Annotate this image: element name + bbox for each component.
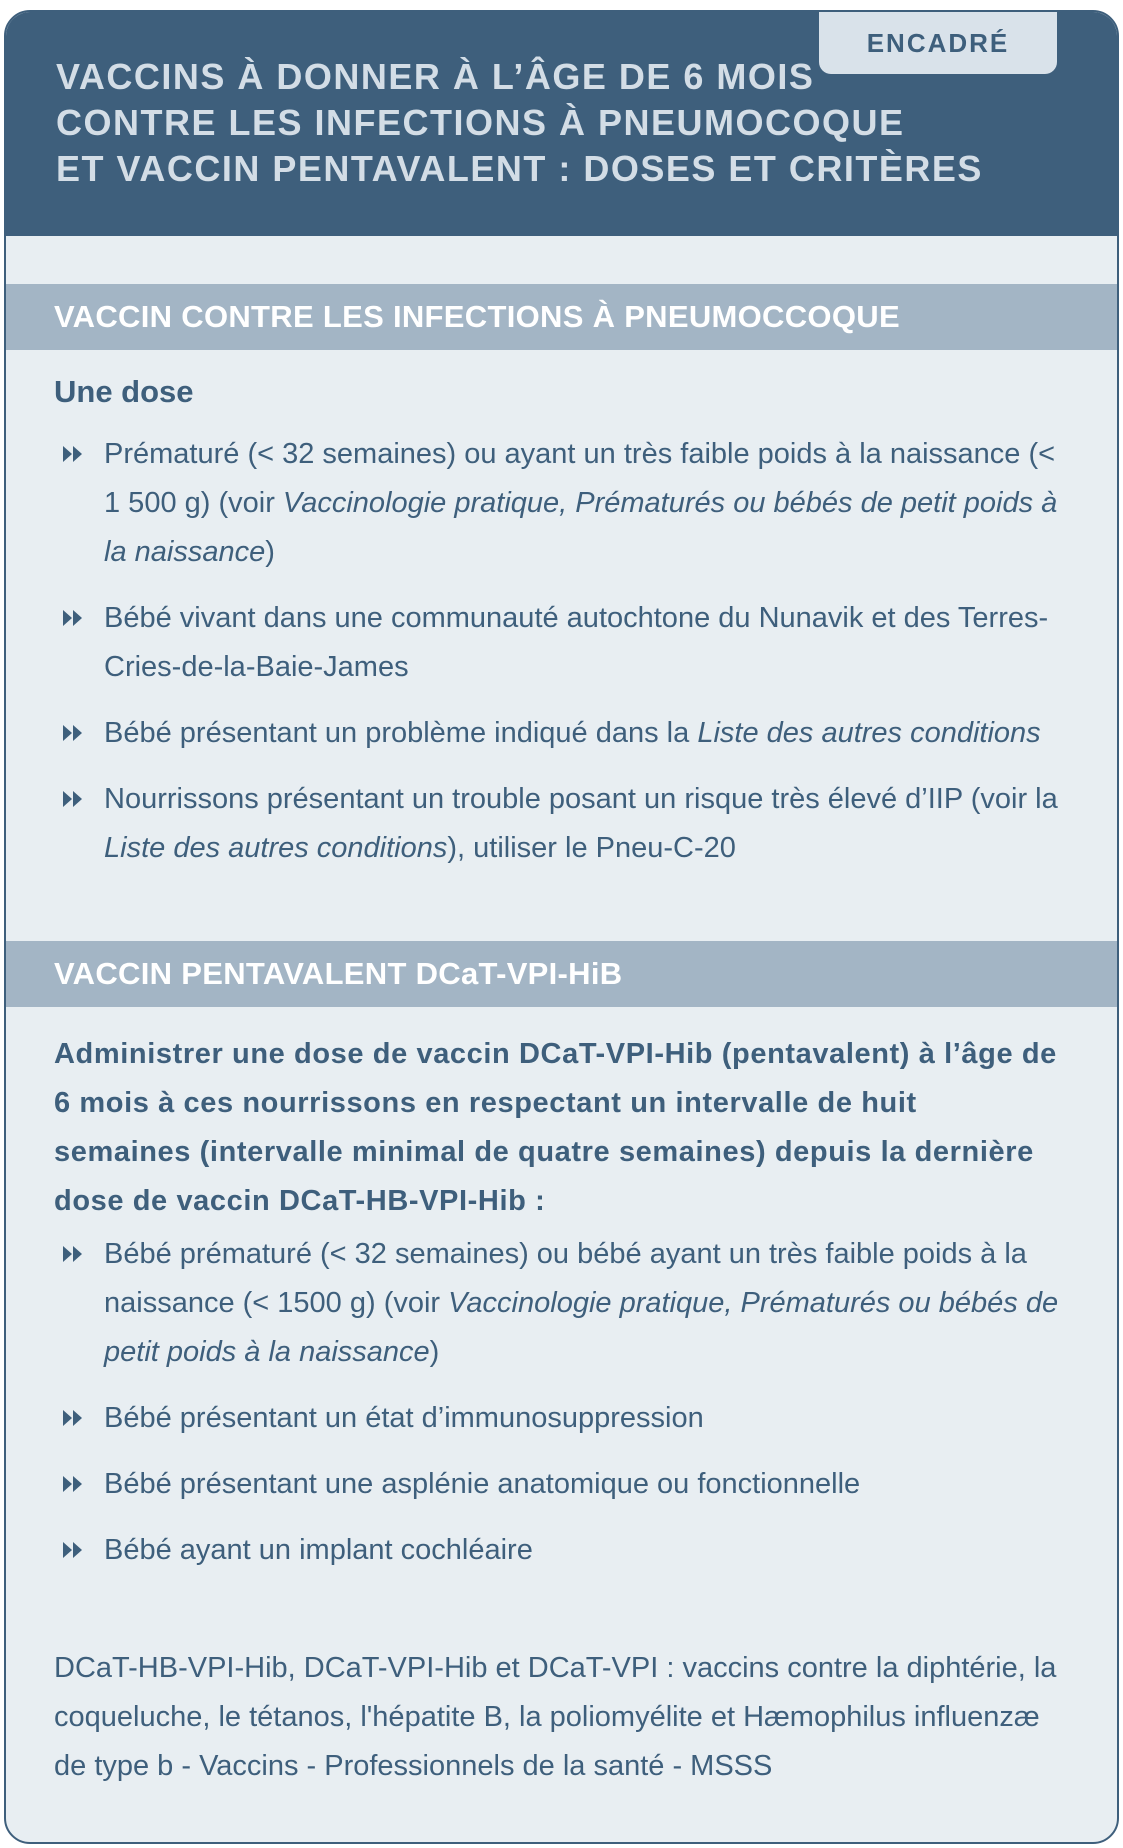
section2-list [6,1230,1117,1575]
double-chevron-right-icon [62,1245,84,1263]
list-item [6,1526,1117,1575]
item-text: Bébé présentant une asplénie anatomique ou fonctionnelle [104,1468,861,1500]
item-text: Bébé vivant dans une communauté autochtone du Nunavik et des Terres-Cries-de-la-Baie-James [104,602,1049,683]
title-line: ET VACCIN PENTAVALENT : DOSES ET CRITÈRES [56,148,983,189]
title-line: CONTRE LES INFECTIONS À PNEUMOCOQUE [56,102,905,143]
item-reference: Liste des autres conditions [697,717,1041,749]
list-item [6,775,1117,873]
item-reference: Liste des autres conditions [104,832,448,864]
item-text: Bébé prématuré (< 32 semaines) ou bébé ayant un très faible poids à la naissance (< 1500 g) (voir [104,1238,1027,1319]
section1-list [6,430,1117,873]
encadre-box [4,10,1119,1844]
item-reference: Vaccinologie pratique, Prématurés ou bébés de petit poids à la naissance [104,487,1058,568]
list-item [6,594,1117,692]
item-text: Bébé ayant un implant cochléaire [104,1534,533,1566]
list-item [6,1394,1117,1443]
item-text: Prématuré (< 32 semaines) ou ayant un très faible poids à la naissance (< 1 500 g) (voir [104,438,1056,519]
list-item [6,1460,1117,1509]
box-title [56,54,983,192]
item-reference: Vaccinologie pratique, Prématurés ou bébés de petit poids à la naissance [104,1287,1059,1368]
double-chevron-right-icon [62,445,84,463]
double-chevron-right-icon [62,724,84,742]
section1-subheading: Une dose [54,374,194,409]
item-text: Nourrissons présentant un trouble posant un risque très élevé d’IIP (voir la [104,783,1058,815]
footnote: DCaT-HB-VPI-Hib, DCaT-VPI-Hib et DCaT-VPI : vaccins contre la diphtérie, la coqueluche, le tétanos, l'hépatite B, la poliomyélite et Hæmophilus influenzæ de type b - Vaccins - Professionnels de la santé - MSSS [54,1652,1057,1782]
item-text-end: ), utiliser le Pneu-C-20 [447,832,736,864]
item-text: Bébé présentant un état d’immunosuppression [104,1402,704,1434]
double-chevron-right-icon [62,1541,84,1559]
item-text-end: ) [429,1336,440,1368]
item-text: Bébé présentant un problème indiqué dans la [104,717,698,749]
section2-intro: Administrer une dose de vaccin DCaT-VPI-Hib (pentavalent) à l’âge de 6 mois à ces nourrissons en respectant un intervalle de huit semaines (intervalle minimal de quatre semaines) depuis la dernière dose de vaccin DCaT-HB-VPI-Hib : [54,1038,1057,1217]
list-item [6,1230,1117,1377]
double-chevron-right-icon [62,1475,84,1493]
header [6,12,1117,236]
section1-heading: VACCIN CONTRE LES INFECTIONS À PNEUMOCCOQUE [6,284,1117,350]
list-item [6,430,1117,577]
item-text-end: ) [265,536,275,568]
double-chevron-right-icon [62,609,84,627]
double-chevron-right-icon [62,1409,84,1427]
section2-heading: VACCIN PENTAVALENT DCaT-VPI-HiB [6,941,1117,1007]
list-item [6,709,1117,758]
title-line: VACCINS À DONNER À L’ÂGE DE 6 MOIS [56,56,815,97]
encadre-tag: ENCADRÉ [819,12,1057,74]
double-chevron-right-icon [62,790,84,808]
